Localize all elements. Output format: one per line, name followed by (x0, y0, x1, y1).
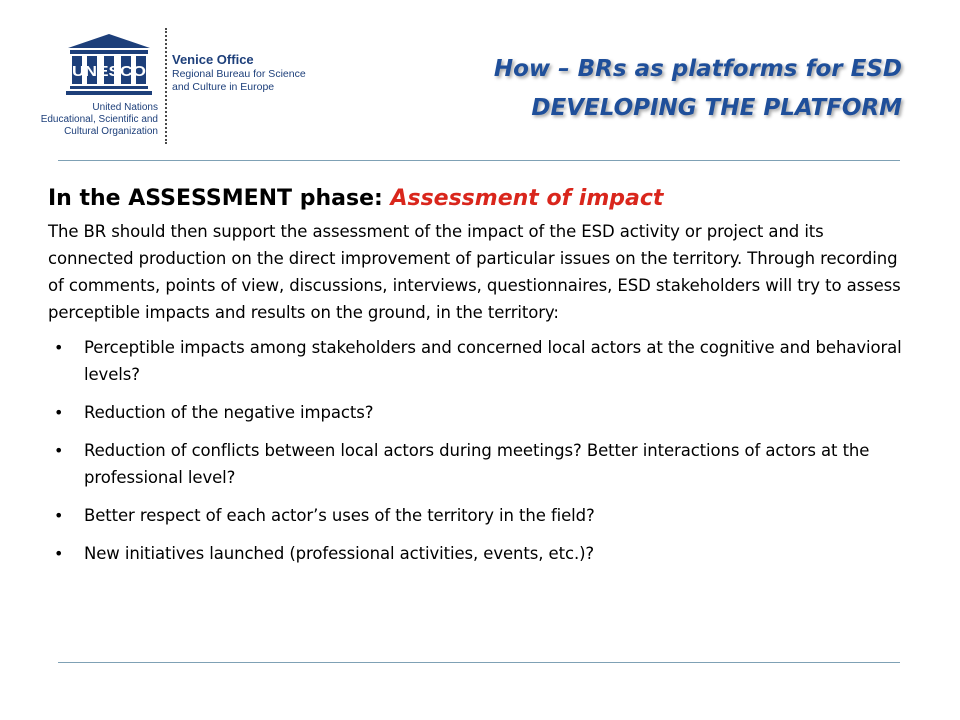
bullet-item (48, 399, 908, 426)
bullet-text: Reduction of conflicts between local actors during meetings? Better interactions of actors at the professional level? (84, 441, 870, 487)
unesco-wordmark: UNESCO (72, 63, 147, 80)
slide-title (494, 50, 902, 128)
title-line-1: How – BRs as platforms for ESD (493, 56, 902, 82)
venice-office-label (172, 52, 306, 94)
bullet-item (48, 334, 908, 388)
unesco-venice-logo (18, 26, 318, 146)
intro-paragraph: The BR should then support the assessment of the impact of the ESD activity or project and its connected production on the direct improvement of particular issues on the territory. Through recording of comments, points of view, discussions, interviews, questionnaires, ESD stakeholders will try to assess perceptible impacts and results on the ground, in the territory: (48, 222, 901, 322)
office-name: Venice Office (172, 52, 254, 67)
top-divider (58, 160, 900, 161)
office-line: Regional Bureau for Science (172, 68, 306, 80)
bullet-icon: • (54, 544, 64, 563)
bullet-icon: • (54, 506, 64, 525)
section-heading (48, 182, 908, 216)
heading-main: In the ASSESSMENT phase: (48, 186, 391, 211)
heading-accent: Assessment of impact (390, 186, 664, 211)
bullet-text: Perceptible impacts among stakeholders and concerned local actors at the cognitive and behavioral levels? (84, 338, 902, 384)
bullet-list (48, 334, 908, 567)
org-line: Educational, Scientific and (40, 114, 158, 125)
title-line-2: DEVELOPING THE PLATFORM (531, 95, 902, 121)
bullet-text: New initiatives launched (professional activities, events, etc.)? (84, 544, 595, 563)
bullet-item (48, 437, 908, 491)
unesco-org-name (18, 102, 158, 138)
bullet-text: Better respect of each actor’s uses of the territory in the field? (84, 506, 595, 525)
bullet-icon: • (54, 441, 64, 460)
bullet-icon: • (54, 338, 64, 357)
org-line: Cultural Organization (64, 126, 158, 137)
bullet-icon: • (54, 403, 64, 422)
slide-body (48, 182, 908, 578)
bullet-text: Reduction of the negative impacts? (84, 403, 374, 422)
org-line: United Nations (92, 102, 158, 113)
bullet-item (48, 502, 908, 529)
bullet-item (48, 540, 908, 567)
logo-divider (165, 28, 167, 144)
office-line: and Culture in Europe (172, 81, 275, 93)
unesco-temple-icon (66, 32, 152, 96)
bottom-divider (58, 662, 900, 663)
